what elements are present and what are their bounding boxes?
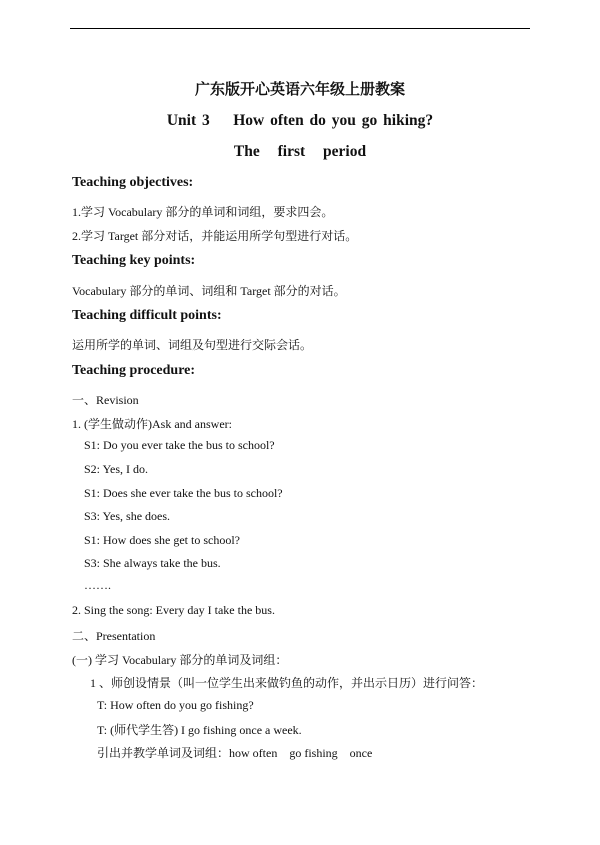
- key-points-heading: Teaching key points:: [72, 253, 196, 268]
- dialogue-line: S2: Yes, I do.: [84, 462, 149, 476]
- dialogue-line: S1: Does she ever take the bus to school?: [84, 486, 283, 500]
- document-title: 广东版开心英语六年级上册教案: [194, 82, 405, 98]
- difficult-points-heading: Teaching difficult points:: [72, 308, 222, 323]
- difficult-points-text: 运用所学的单词、词组及句型进行交际会话。: [72, 338, 313, 352]
- header-rule: [70, 28, 530, 29]
- key-points-text: Vocabulary 部分的单词、词组和 Target 部分的对话。: [72, 284, 346, 298]
- objective-item: 2.学习 Target 部分对话，并能运用所学句型进行对话。: [72, 229, 358, 243]
- dialogue-line: T: How often do you go fishing?: [97, 698, 254, 712]
- step-heading: 二、Presentation: [72, 629, 156, 643]
- sub-heading: (一) 学习 Vocabulary 部分的单词及词组：: [72, 653, 288, 667]
- procedure-heading: Teaching procedure:: [72, 363, 196, 378]
- objectives-heading: Teaching objectives:: [72, 175, 194, 190]
- dialogue-line: S3: She always take the bus.: [84, 556, 221, 570]
- procedure-item: 1. (学生做动作)Ask and answer:: [72, 417, 232, 431]
- objective-item: 1.学习 Vocabulary 部分的单词和词组，要求四会。: [72, 205, 334, 219]
- dialogue-line: S1: How does she get to school?: [84, 533, 240, 547]
- dialogue-line: S3: Yes, she does.: [84, 509, 171, 523]
- ellipsis: …….: [84, 578, 111, 592]
- period-title: The first period: [233, 143, 367, 160]
- sub-item: 1 、师创设情景（叫一位学生出来做钓鱼的动作，并出示日历）进行问答：: [90, 676, 484, 690]
- dialogue-line: T: (师代学生答) I go fishing once a week.: [97, 723, 302, 737]
- unit-title: Unit 3 How often do you go hiking?: [166, 112, 434, 129]
- step-heading: 一、Revision: [72, 393, 139, 407]
- procedure-item: 2. Sing the song: Every day I take the bus.: [72, 603, 275, 617]
- dialogue-line: S1: Do you ever take the bus to school?: [84, 438, 275, 452]
- intro-line: 引出并教学单词及词组：how often go fishing once: [97, 746, 373, 760]
